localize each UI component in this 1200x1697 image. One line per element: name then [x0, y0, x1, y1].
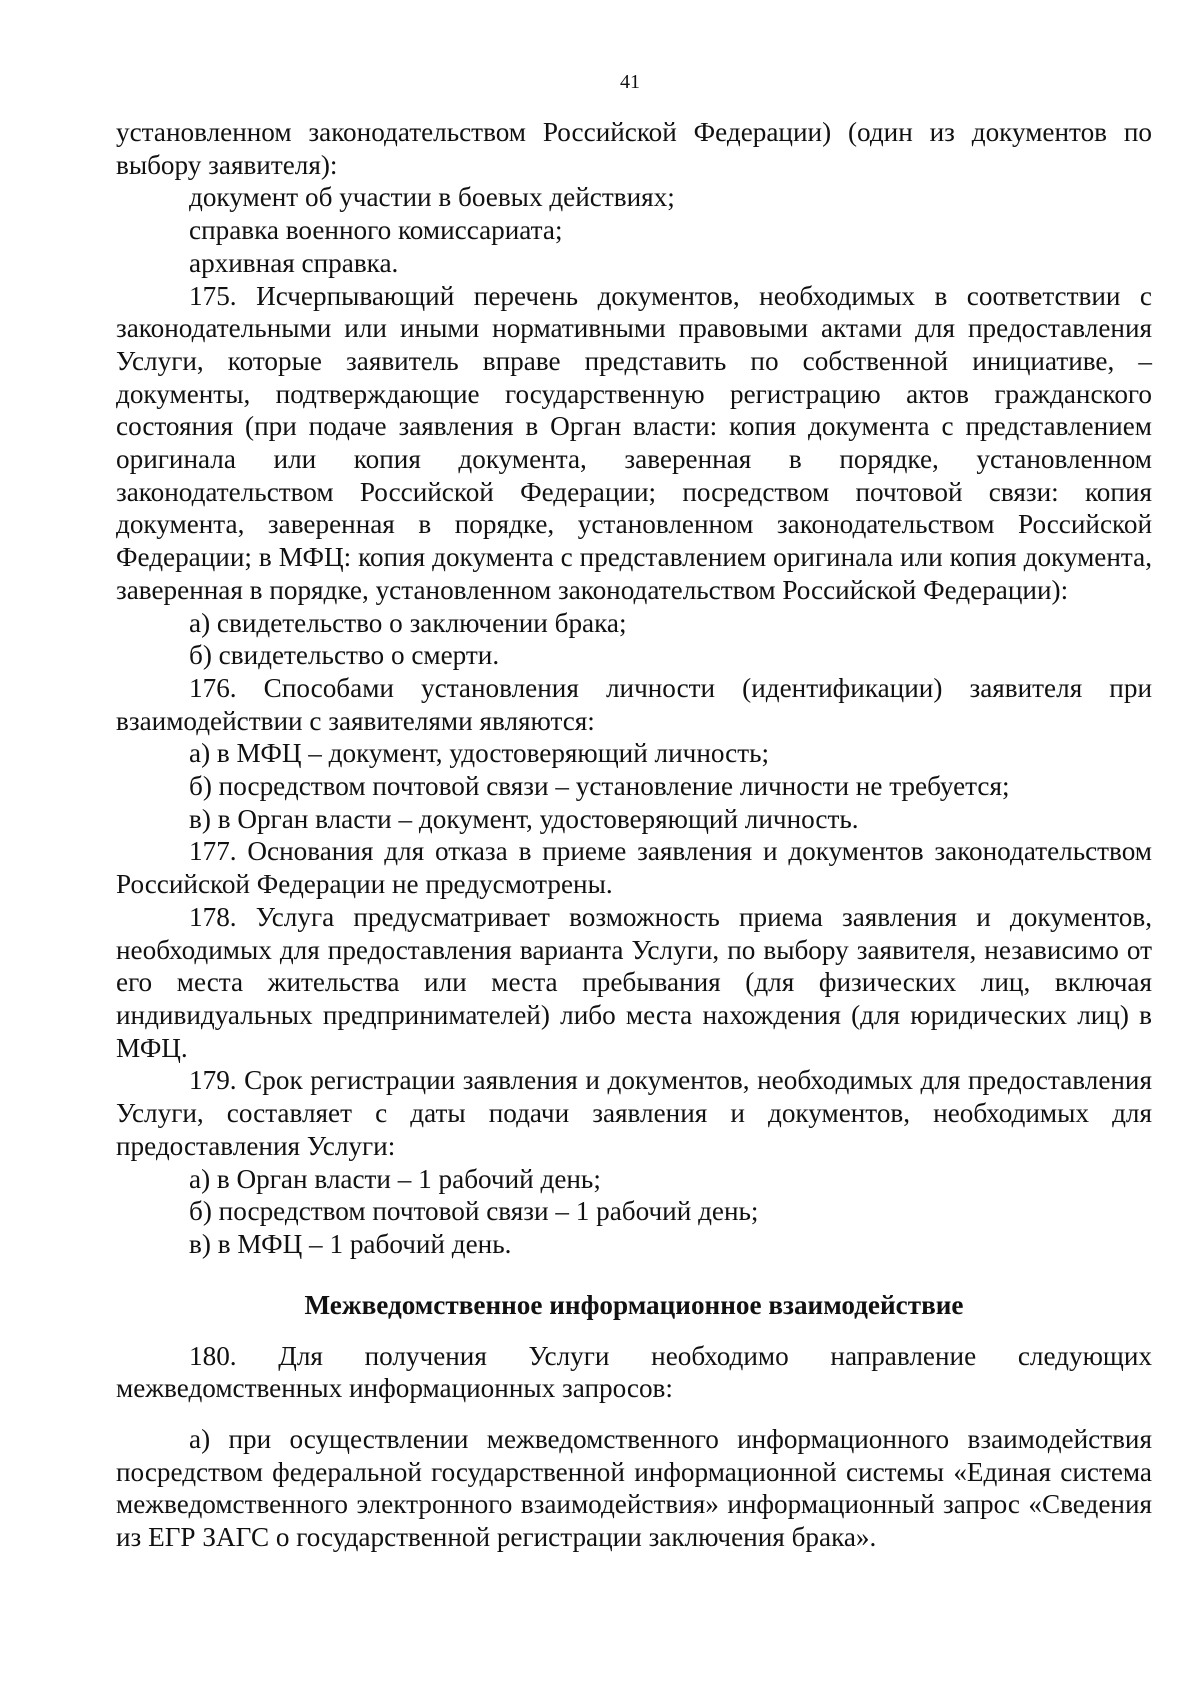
list-item: в) в Орган власти – документ, удостоверяющий личность.: [189, 803, 859, 834]
list-item: б) посредством почтовой связи – 1 рабочий день;: [189, 1196, 759, 1227]
list-item: а) свидетельство о заключении брака;: [189, 607, 627, 638]
list-item: б) посредством почтовой связи – установление личности не требуется;: [189, 771, 1010, 802]
paragraph-177: 177. Основания для отказа в приеме заявления и документов законодательством Российской Федерации не предусмотрены.: [116, 836, 1152, 900]
paragraph-179: 179. Срок регистрации заявления и документов, необходимых для предоставления Услуги, составляет с даты подачи заявления и документов, необходимых для предоставления Услуги:: [116, 1065, 1152, 1161]
paragraph-175: 175. Исчерпывающий перечень документов, необходимых в соответствии с законодательными или иными нормативными правовыми актами для предоставления Услуги, которые заявитель вправе представить по собственной инициативе, – документы, подтверждающие государственную регистрацию актов гражданского состояния (при подаче заявления в Орган власти: копия документа с представлением оригинала или копия документа, заверенная в порядке, установленном законодательством Российской Федерации; посредством почтовой связи: копия документа, заверенная в порядке, установленном законодательством Российской Федерации; в МФЦ: копия документа с представлением оригинала или копия документа, заверенная в порядке, установленном законодательством Российской Федерации):: [116, 280, 1152, 605]
list-item: а) в Орган власти – 1 рабочий день;: [189, 1163, 601, 1194]
paragraph-continuation: установленном законодательством Российской Федерации) (один из документов по выбору заявителя):: [116, 117, 1152, 180]
list-item: в) в МФЦ – 1 рабочий день.: [189, 1228, 512, 1259]
paragraph-178: 178. Услуга предусматривает возможность приема заявления и документов, необходимых для предоставления варианта Услуги, по выбору заявителя, независимо от его места жительства или места пребывания (для физических лиц, включая индивидуальных предпринимателей) либо места нахождения (для юридических лиц) в МФЦ.: [116, 901, 1152, 1063]
paragraph-176: 176. Способами установления личности (идентификации) заявителя при взаимодействии с заявителями являются:: [116, 672, 1152, 736]
list-item: а) в МФЦ – документ, удостоверяющий личность;: [189, 738, 770, 769]
list-item: архивная справка.: [189, 247, 399, 278]
page-number: 41: [620, 71, 640, 93]
list-item: б) свидетельство о смерти.: [189, 640, 500, 671]
section-heading: Межведомственное информационное взаимодействие: [304, 1289, 964, 1320]
document-body: [116, 116, 1152, 1554]
paragraph-180: 180. Для получения Услуги необходимо направление следующих межведомственных информационных запросов:: [116, 1340, 1152, 1404]
list-item: а) при осуществлении межведомственного информационного взаимодействия посредством федеральной государственной информационной системы «Единая система межведомственного электронного взаимодействия» информационный запрос «Сведения из ЕГР ЗАГС о государственной регистрации заключения брака».: [116, 1424, 1152, 1553]
list-item: справка военного комиссариата;: [189, 215, 563, 246]
list-item: документ об участии в боевых действиях;: [189, 182, 675, 213]
